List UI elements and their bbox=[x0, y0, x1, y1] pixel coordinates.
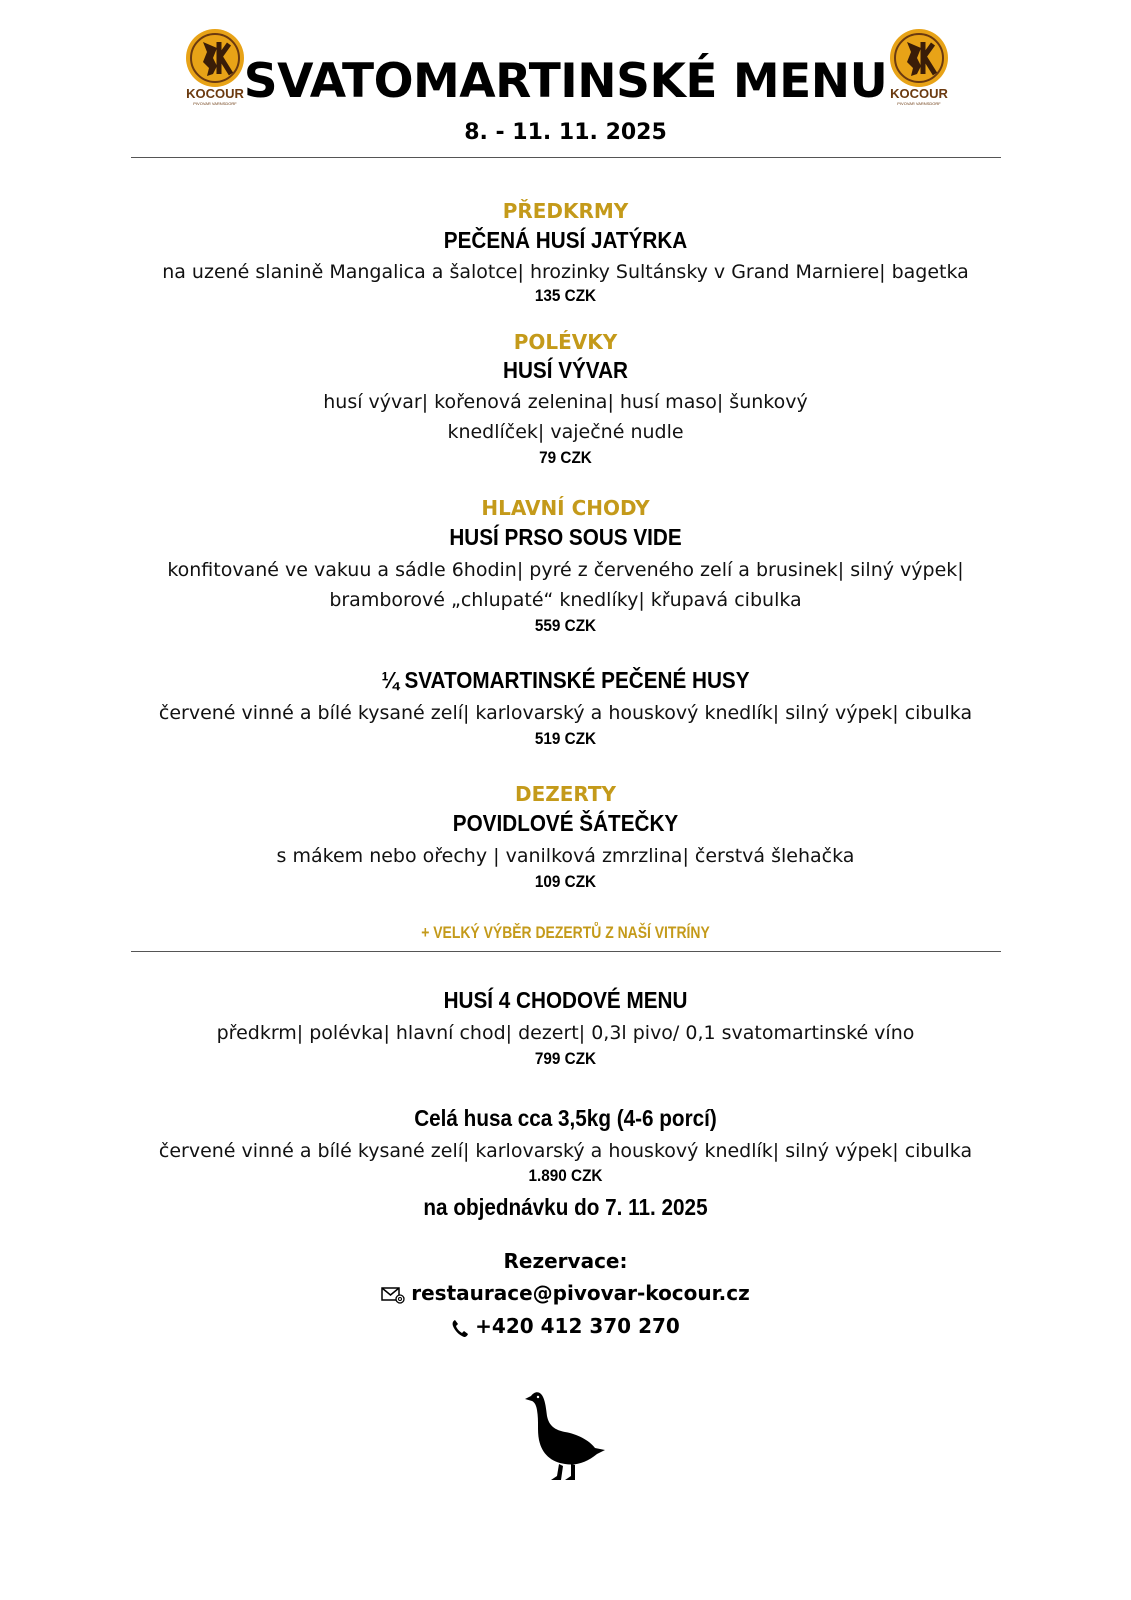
set-menu-title: HUSÍ 4 CHODOVÉ MENU bbox=[443, 987, 688, 1013]
event-dates: 8. - 11. 11. 2025 bbox=[464, 120, 667, 145]
svg-text:PIVOVAR VARNSDORF: PIVOVAR VARNSDORF bbox=[193, 101, 237, 106]
page-header bbox=[0, 28, 1131, 120]
whole-goose-order-note: na objednávku do 7. 11. 2025 bbox=[423, 1194, 708, 1220]
category-desserts: DEZERTY bbox=[514, 782, 617, 806]
dish-povidla-pastries: POVIDLOVÉ ŠÁTEČKY bbox=[452, 810, 679, 836]
dish-roast-goose-quarter-desc: červené vinné a bílé kysané zelí| karlovarský a houskový knedlík| silný výpek| cibulka bbox=[158, 702, 973, 724]
dish-roast-goose-quarter: ¼ SVATOMARTINSKÉ PEČENÉ HUSY bbox=[381, 667, 750, 693]
category-starters: PŘEDKRMY bbox=[502, 199, 629, 223]
dessert-showcase-promo: + VELKÝ VÝBĚR DEZERTŮ Z NAŠÍ VITRÍNY bbox=[421, 923, 710, 942]
dish-goose-broth-price: 79 CZK bbox=[539, 448, 592, 467]
set-menu-desc: předkrm| polévka| hlavní chod| dezert| 0,3l pivo/ 0,1 svatomartinské víno bbox=[216, 1022, 915, 1044]
svg-text:KOCOUR: KOCOUR bbox=[186, 86, 244, 101]
category-mains: HLAVNÍ CHODY bbox=[481, 496, 650, 520]
svg-text:PIVOVAR VARNSDORF: PIVOVAR VARNSDORF bbox=[897, 101, 941, 106]
dish-goose-liver: PEČENÁ HUSÍ JATÝRKA bbox=[443, 227, 688, 253]
dish-goose-broth-desc-1: husí vývar| kořenová zelenina| husí maso| šunkový bbox=[323, 391, 808, 413]
reservation-email-row bbox=[0, 1279, 1131, 1307]
dish-goose-broth: HUSÍ VÝVAR bbox=[502, 357, 628, 383]
page-title: SVATOMARTINSKÉ MENU bbox=[243, 54, 888, 109]
reservation-phone-row bbox=[0, 1312, 1131, 1340]
envelope-at-icon bbox=[381, 1286, 405, 1304]
dish-goose-breast-desc-2: bramborové „chlupaté“ knedlíky| křupavá cibulka bbox=[329, 589, 802, 611]
reservation-phone[interactable]: +420 412 370 270 bbox=[475, 1314, 680, 1338]
dish-goose-liver-desc: na uzené slanině Mangalica a šalotce| hrozinky Sultánsky v Grand Marniere| bagetka bbox=[162, 261, 969, 283]
dish-goose-breast-price: 559 CZK bbox=[534, 616, 597, 635]
dish-povidla-pastries-desc: s mákem nebo ořechy | vanilková zmrzlina| čerstvá šlehačka bbox=[276, 845, 855, 867]
divider-bottom bbox=[131, 951, 1001, 952]
reservation-email[interactable]: restaurace@pivovar-kocour.cz bbox=[411, 1281, 750, 1305]
dish-povidla-pastries-price: 109 CZK bbox=[534, 872, 597, 891]
reservation-label: Rezervace: bbox=[503, 1249, 628, 1273]
dish-goose-broth-desc-2: knedlíček| vaječné nudle bbox=[447, 421, 684, 443]
dish-goose-breast-desc-1: konfitované ve vakuu a sádle 6hodin| pyré z červeného zelí a brusinek| silný výpek| bbox=[167, 559, 964, 581]
svg-text:KOCOUR: KOCOUR bbox=[890, 86, 948, 101]
set-menu-price: 799 CZK bbox=[534, 1049, 597, 1068]
goose-icon bbox=[525, 1388, 607, 1484]
dish-roast-goose-quarter-price: 519 CZK bbox=[534, 729, 597, 748]
phone-icon bbox=[451, 1318, 469, 1338]
whole-goose-desc: červené vinné a bílé kysané zelí| karlovarský a houskový knedlík| silný výpek| cibulka bbox=[158, 1140, 973, 1162]
whole-goose-title: Celá husa cca 3,5kg (4-6 porcí) bbox=[414, 1105, 717, 1131]
dish-goose-breast: HUSÍ PRSO SOUS VIDE bbox=[449, 524, 682, 550]
divider-top bbox=[131, 157, 1001, 158]
dish-goose-liver-price: 135 CZK bbox=[534, 286, 597, 305]
category-soups: POLÉVKY bbox=[513, 330, 618, 354]
whole-goose-price: 1.890 CZK bbox=[528, 1166, 603, 1185]
